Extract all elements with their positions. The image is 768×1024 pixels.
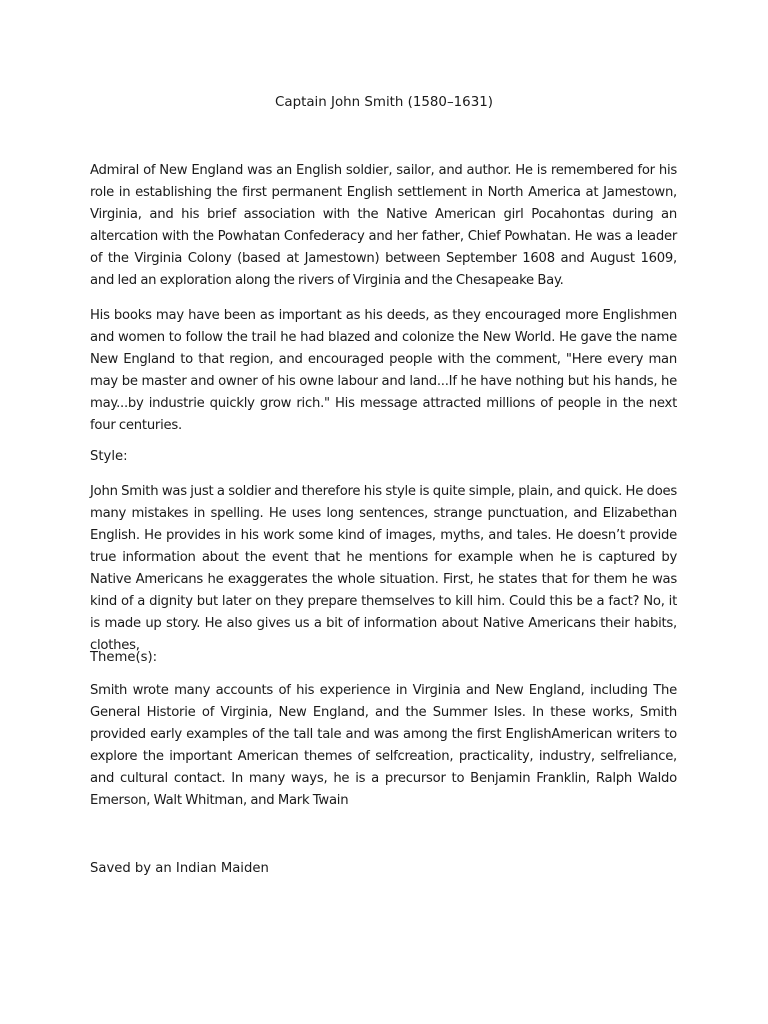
themes-paragraph: Smith wrote many accounts of his experience in Virginia and New England, including The General Historie of Virginia, New England, and the Summer Isles. In these works, Smith provided early examples of the tall tale and was among the first EnglishAmerican writers to explore the important American themes of selfcreation, practicality, industry, selfreliance, and cultural contact. In many ways, he is a precursor to Benjamin Franklin, Ralph Waldo Emerson, Walt Whitman, and Mark Twain: [90, 683, 677, 808]
books-paragraph: His books may have been as important as his deeds, as they encouraged more Englishmen and women to follow the trail he had blazed and colonize the New World. He gave the name New England to that region, and encouraged people with the comment, "Here every man may be master and owner of his owne labour and land...If he have nothing but his hands, he may...by industrie quickly grow rich." His message attracted millions of people in the next four centuries.: [90, 308, 677, 433]
intro-paragraph: Admiral of New England was an English soldier, sailor, and author. He is remembered for his role in establishing the first permanent English settlement in North America at Jamestown, Virginia, and his brief association with the Native American girl Pocahontas during an altercation with the Powhatan Confederacy and her father, Chief Powhatan. He was a leader of the Virginia Colony (based at Jamestown) between September 1608 and August 1609, and led an exploration along the rivers of Virginia and the Chesapeake Bay.: [90, 163, 677, 288]
document-title: Captain John Smith (1580–1631): [275, 95, 493, 110]
saved-heading: Saved by an Indian Maiden: [90, 861, 269, 876]
style-paragraph: John Smith was just a soldier and therefore his style is quite simple, plain, and quick. He does many mistakes in spelling. He uses long sentences, strange punctuation, and Elizabethan English. He provides in his work some kind of images, myths, and tales. He doesn’t provide true information about the event that he mentions for example when he is captured by Native Americans he exaggerates the whole situation. First, he states that for them he was kind of a dignity but later on they prepare themselves to kill him. Could this be a fact? No, it is made up story. He also gives us a bit of information about Native Americans their habits, clothes,: [90, 484, 677, 653]
style-heading: Style:: [90, 449, 128, 464]
themes-heading: Theme(s):: [90, 650, 158, 665]
